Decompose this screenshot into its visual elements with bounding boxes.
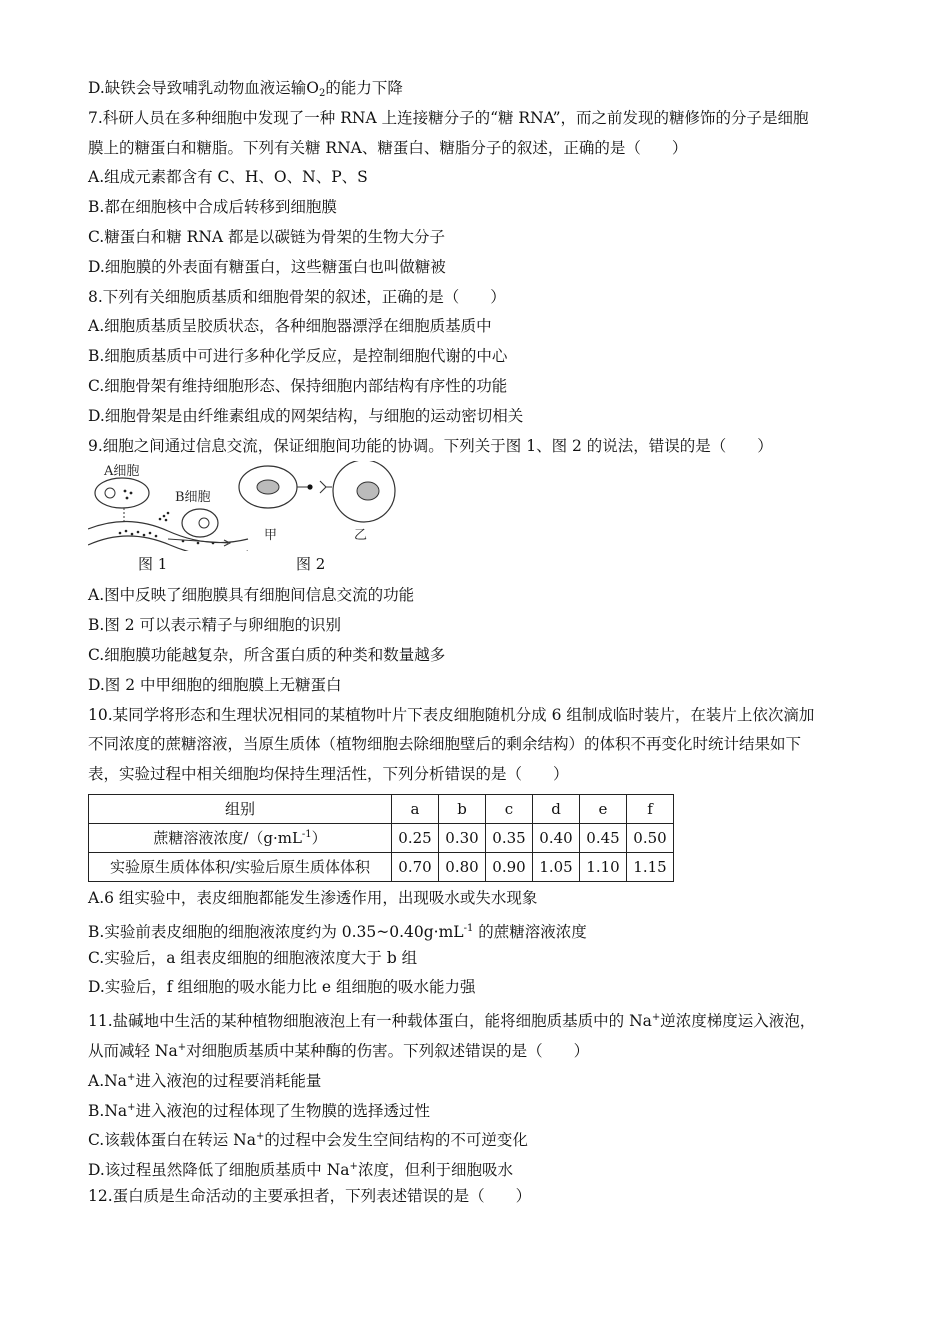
cell-signaling-figure: [88, 461, 408, 551]
table-cell: 0.90: [486, 852, 533, 881]
q10-data-table: [88, 794, 674, 882]
q7-option-b: B.都在细胞核中合成后转移到细胞膜: [88, 198, 337, 217]
table-group-f: f: [627, 794, 674, 823]
cell-b-nucleus: [199, 518, 209, 528]
figure-2-caption: 图 2: [296, 555, 326, 574]
q10-stem-line1: 10.某同学将形态和生理状况相同的某植物叶片下表皮细胞随机分成 6 组制成临时装片，在装片上依次滴加: [88, 705, 815, 724]
q10-option-a: A.6 组实验中，表皮细胞都能发生渗透作用，出现吸水或失水现象: [88, 888, 538, 907]
table-row-volume-ratio: [89, 852, 674, 881]
q6-option-d: [88, 74, 878, 104]
cell-b-outline: [182, 509, 218, 537]
cell-jia-nucleus: [257, 480, 279, 494]
q7-stem-line1: 7.科研人员在多种细胞中发现了一种 RNA 上连接糖分子的“糖 RNA”，而之前发现的糖修饰的分子是细胞: [88, 108, 809, 127]
table-cell: 0.45: [580, 823, 627, 852]
table-cell: 0.70: [392, 852, 439, 881]
q11-option-a: A.Na+进入液泡的过程要消耗能量: [88, 1071, 322, 1090]
q12-stem: 12.蛋白质是生命活动的主要承担者，下列表述错误的是（ ）: [88, 1186, 532, 1205]
fig2-label-yi: 乙: [354, 528, 368, 544]
table-group-c: c: [486, 794, 533, 823]
q7-option-c: C.糖蛋白和糖 RNA 都是以碳链为骨架的生物大分子: [88, 227, 446, 246]
table-cell: 0.30: [439, 823, 486, 852]
q9-option-d: D.图 2 中甲细胞的细胞膜上无糖蛋白: [88, 675, 342, 694]
q8-stem: 8.下列有关细胞质基质和细胞骨架的叙述，正确的是（ ）: [88, 287, 506, 306]
q7-option-d: D.细胞膜的外表面有糖蛋白，这些糖蛋白也叫做糖被: [88, 257, 446, 276]
exam-page: [88, 74, 878, 1212]
table-group-a: a: [392, 794, 439, 823]
q10-stem-line2: 不同浓度的蔗糖溶液，当原生质体（植物细胞去除细胞壁后的剩余结构）的体积不再变化时统计结果如下: [88, 735, 802, 754]
table-label-concentration: 蔗糖溶液浓度$/(g\cdot mL^{-1})$: [89, 823, 392, 852]
table-cell: 0.40: [533, 823, 580, 852]
q11-stem-line1: 11.盐碱地中生活的某种植物细胞液泡上有一种载体蛋白，能将细胞质基质中的 Na+逆浓度梯度运入液泡，: [88, 1012, 816, 1031]
fig1-label-b-cell: B细胞: [175, 490, 211, 506]
q9-stem: 9.细胞之间通过信息交流，保证细胞间功能的协调。下列关于图 1、图 2 的说法，错误的是（ ）: [88, 436, 773, 455]
q6-d-text: D.缺铁会导致哺乳动物血液运输O: [88, 79, 320, 97]
q9-figures: [88, 461, 878, 581]
fig2-label-jia: 甲: [264, 528, 278, 544]
table-group-e: e: [580, 794, 627, 823]
cell-a-outline: [95, 478, 149, 508]
figure-1-caption: 图 1: [138, 555, 168, 574]
table-group-d: d: [533, 794, 580, 823]
fig1-label-a-cell: A细胞: [104, 464, 140, 480]
q10-option-d: D.实验后，f 组细胞的吸水能力比 e 组细胞的吸水能力强: [88, 978, 476, 997]
q9-option-c: C.细胞膜功能越复杂，所含蛋白质的种类和数量越多: [88, 645, 446, 664]
table-group-b: b: [439, 794, 486, 823]
figure-1-drawing: [88, 464, 248, 551]
cell-yi-nucleus: [357, 482, 379, 500]
receptor-shape: [320, 481, 326, 493]
q8-option-b: B.细胞质基质中可进行多种化学反应，是控制细胞代谢的中心: [88, 347, 508, 366]
q11-option-d: D.该过程虽然降低了细胞质基质中 Na+浓度，但利于细胞吸水: [88, 1161, 513, 1180]
q7-stem-line2: 膜上的糖蛋白和糖脂。下列有关糖 RNA、糖蛋白、糖脂分子的叙述，正确的是（ ）: [88, 138, 688, 157]
q9-option-a: A.图中反映了细胞膜具有细胞间信息交流的功能: [88, 586, 415, 605]
cell-a-nucleus: [105, 488, 115, 498]
q8-option-a: A.细胞质基质呈胶质状态，各种细胞器漂浮在细胞质基质中: [88, 317, 492, 336]
blood-vessel-lower: [88, 536, 248, 551]
table-cell: 1.05: [533, 852, 580, 881]
q8-option-d: D.细胞骨架是由纤维素组成的网架结构，与细胞的运动密切相关: [88, 406, 524, 425]
table-row-concentration: [89, 823, 674, 852]
table-cell: 1.15: [627, 852, 674, 881]
q11-stem-line2: 从而减轻 Na+对细胞质基质中某种酶的伤害。下列叙述错误的是（ ）: [88, 1041, 590, 1060]
q9-option-b: B.图 2 可以表示精子与卵细胞的识别: [88, 616, 342, 635]
table-cell: 0.35: [486, 823, 533, 852]
q8-option-c: C.细胞骨架有维持细胞形态、保持细胞内部结构有序性的功能: [88, 376, 508, 395]
table-cell: 0.50: [627, 823, 674, 852]
signal-molecule-dot: [307, 485, 312, 490]
q11-option-b: B.Na+进入液泡的过程体现了生物膜的选择透过性: [88, 1101, 431, 1120]
q10-option-c: C.实验后，a 组表皮细胞的细胞液浓度大于 b 组: [88, 948, 418, 967]
table-header-group: 组别: [89, 794, 392, 823]
q7-option-a: A.组成元素都含有 C、H、O、N、P、S: [88, 168, 368, 187]
o2-subscript: 2: [319, 88, 326, 99]
table-cell: 1.10: [580, 852, 627, 881]
table-label-volume-ratio: 实验原生质体体积/实验后原生质体体积: [89, 852, 392, 881]
figure-2-drawing: [239, 461, 395, 543]
table-row-header: [89, 794, 674, 823]
q6-d-text-end: 的能力下降: [325, 79, 403, 97]
table-cell: 0.25: [392, 823, 439, 852]
table-cell: 0.80: [439, 852, 486, 881]
q10-stem-line3: 表，实验过程中相关细胞均保持生理活性，下列分析错误的是（ ）: [88, 765, 569, 784]
q10-option-b: B.实验前表皮细胞的细胞液浓度约为 $0.35\sim 0.40g\cdot mL^{-1}$ 的蔗糖溶液浓度: [88, 922, 587, 941]
q11-option-c: C.该载体蛋白在转运 Na+的过程中会发生空间结构的不可逆变化: [88, 1131, 528, 1150]
